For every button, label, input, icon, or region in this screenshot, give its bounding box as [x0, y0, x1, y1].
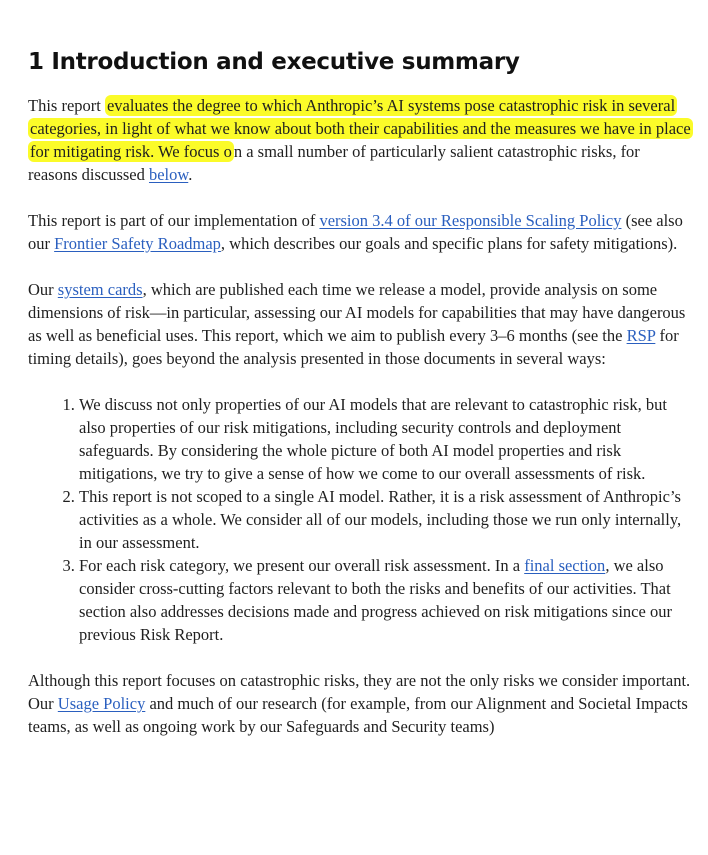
paragraph-rsp	[28, 209, 692, 255]
list-item-3-text-2: , we also consider cross-cutting factors relevant to both the risks and benefits of our activities. That section also addresses decisions made and progress achieved on risk mitigations since our previous Risk Report.	[79, 556, 672, 644]
rsp-text-3: , which describes our goals and specific plans for safety mitigations).	[220, 234, 678, 253]
system-cards-link[interactable]: system cards	[57, 280, 143, 299]
list-item: 1. We discuss not only properties of our AI models that are relevant to catastrophic risk, but also properties of our risk mitigations, including security controls and deployment safeguards. By considering the whole picture of both AI model properties and risk mitigations, we try to give a sense of how we come to our overall assessments of risk.	[79, 393, 692, 485]
system-cards-text-2: , which are published each time we release a model, provide analysis on some dimensions of risk—in particular, assessing our AI models for capabilities that may have dangerous as well as beneficial uses. This report, which we aim to publish every 3–6 months (see the	[28, 280, 686, 345]
highlighted-text: evaluates the degree to which Anthropic’s AI systems pose catastrophic risk in several categories, in light of what we know about both their capabilities and the measures we have in place for mitigating risk. We focus o	[30, 96, 691, 161]
usage-text-2: and much of our research (for example, from our Alignment and Societal Impacts teams, as well as ongoing work by our Safeguards and Security teams)	[28, 694, 688, 736]
list-item-3-text-1: For each risk category, we present our overall risk assessment. In a	[79, 556, 525, 575]
rsp-version-link[interactable]: version 3.4 of our Responsible Scaling Policy	[319, 211, 622, 230]
document-page	[28, 44, 692, 761]
frontier-safety-roadmap-link[interactable]: Frontier Safety Roadmap	[54, 234, 221, 253]
usage-text-1: Although this report focuses on catastrophic risks, they are not the only risks we consider important. Our	[28, 671, 691, 713]
final-section-link[interactable]: final section	[524, 556, 606, 575]
system-cards-text-3: for timing details), goes beyond the analysis presented in those documents in several ways:	[28, 326, 679, 368]
intro-rest-text: n a small number of particularly salient catastrophic risks, for reasons discussed	[28, 142, 640, 184]
rsp-text-2: (see also our	[28, 211, 683, 253]
usage-policy-link[interactable]: Usage Policy	[57, 694, 146, 713]
intro-end-text: .	[188, 165, 193, 184]
paragraph-intro	[28, 94, 692, 186]
ways-list	[28, 393, 692, 646]
rsp-text-1: This report is part of our implementation of	[28, 211, 320, 230]
list-item: 2. This report is not scoped to a single AI model. Rather, it is a risk assessment of Anthropic’s activities as a whole. We consider all of our models, including those we run only internally, in our assessment.	[79, 485, 692, 554]
paragraph-system-cards	[28, 278, 692, 370]
below-link[interactable]: below	[148, 165, 189, 184]
section-heading: 1 Introduction and executive summary	[28, 49, 520, 75]
rsp-link[interactable]: RSP	[626, 326, 656, 345]
system-cards-text-1: Our	[28, 280, 58, 299]
intro-lead-text: This report	[28, 96, 105, 115]
paragraph-usage-policy	[28, 669, 692, 738]
list-item	[79, 554, 692, 646]
